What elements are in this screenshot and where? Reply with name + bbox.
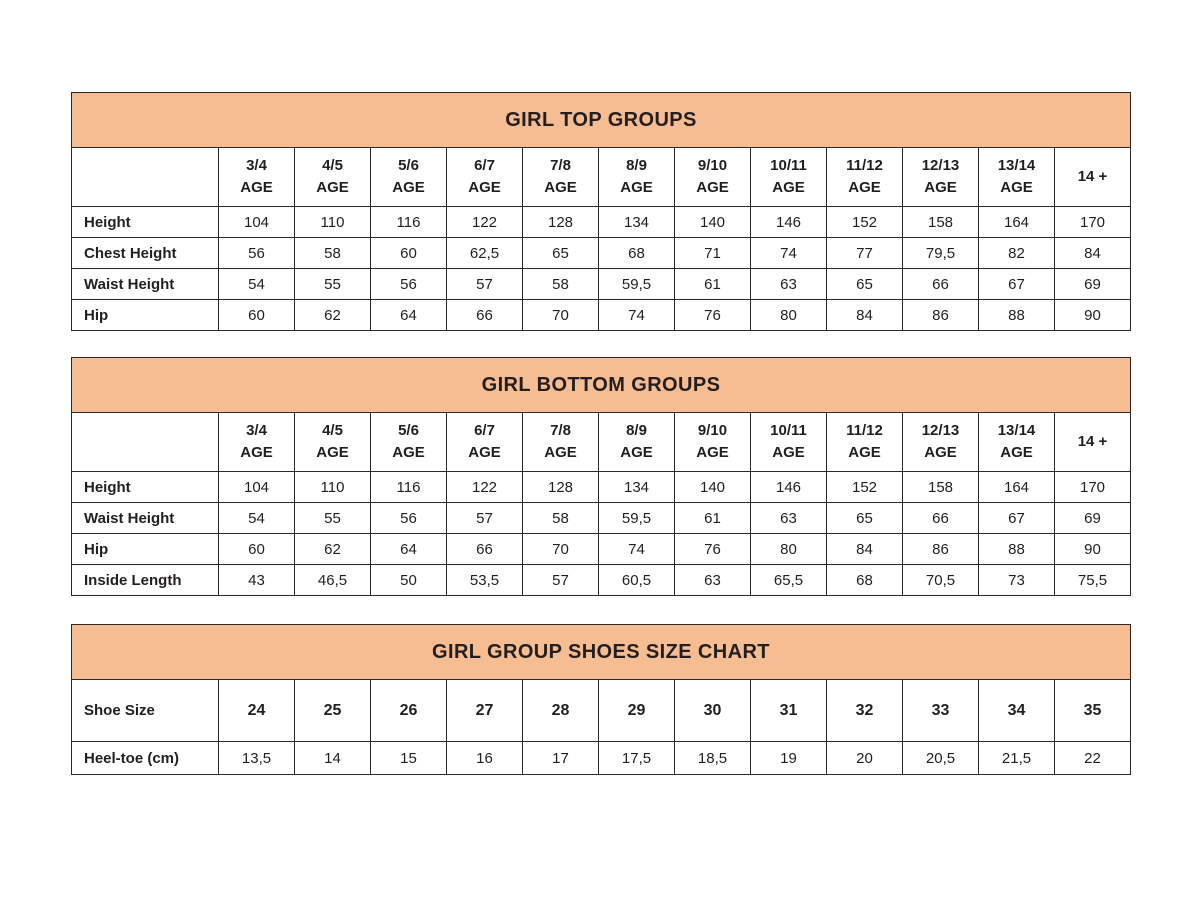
value-cell: 30 <box>675 680 751 742</box>
value-cell: 84 <box>1055 238 1131 269</box>
value-cell: 75,5 <box>1055 565 1131 596</box>
value-cell: 104 <box>219 207 295 238</box>
value-cell: 116 <box>371 472 447 503</box>
value-cell: 58 <box>523 503 599 534</box>
value-cell: 61 <box>675 503 751 534</box>
value-cell: 64 <box>371 534 447 565</box>
table-row <box>72 534 1131 565</box>
table-row <box>72 503 1131 534</box>
value-cell: 90 <box>1055 300 1131 331</box>
value-cell: 27 <box>447 680 523 742</box>
girl-top-groups-grid <box>71 92 1131 331</box>
value-cell: 69 <box>1055 269 1131 300</box>
value-cell: 20,5 <box>903 742 979 775</box>
value-cell: 146 <box>751 207 827 238</box>
value-cell: 90 <box>1055 534 1131 565</box>
value-cell: 20 <box>827 742 903 775</box>
table-row <box>72 300 1131 331</box>
title-row <box>72 625 1131 680</box>
row-label: Heel-toe (cm) <box>72 742 219 775</box>
girl-bottom-groups-grid <box>71 357 1131 596</box>
value-cell: 74 <box>599 300 675 331</box>
value-cell: 28 <box>523 680 599 742</box>
value-cell: 56 <box>219 238 295 269</box>
row-label: Shoe Size <box>72 680 219 742</box>
row-label: Chest Height <box>72 238 219 269</box>
table-row <box>72 207 1131 238</box>
value-cell: 59,5 <box>599 503 675 534</box>
value-cell: 152 <box>827 207 903 238</box>
value-cell: 79,5 <box>903 238 979 269</box>
value-cell: 134 <box>599 207 675 238</box>
value-cell: 32 <box>827 680 903 742</box>
value-cell: 122 <box>447 207 523 238</box>
value-cell: 34 <box>979 680 1055 742</box>
value-cell: 74 <box>599 534 675 565</box>
age-column-header: 3/4 AGE <box>219 413 295 472</box>
value-cell: 74 <box>751 238 827 269</box>
value-cell: 65 <box>827 269 903 300</box>
value-cell: 116 <box>371 207 447 238</box>
value-cell: 66 <box>903 269 979 300</box>
age-column-header: 5/6 AGE <box>371 148 447 207</box>
value-cell: 76 <box>675 534 751 565</box>
value-cell: 70,5 <box>903 565 979 596</box>
value-cell: 59,5 <box>599 269 675 300</box>
value-cell: 26 <box>371 680 447 742</box>
value-cell: 60 <box>219 300 295 331</box>
value-cell: 35 <box>1055 680 1131 742</box>
value-cell: 22 <box>1055 742 1131 775</box>
value-cell: 122 <box>447 472 523 503</box>
value-cell: 15 <box>371 742 447 775</box>
age-column-header: 5/6 AGE <box>371 413 447 472</box>
girl-top-groups-table <box>71 92 1131 331</box>
value-cell: 62 <box>295 300 371 331</box>
value-cell: 16 <box>447 742 523 775</box>
row-label: Height <box>72 207 219 238</box>
value-cell: 29 <box>599 680 675 742</box>
value-cell: 54 <box>219 269 295 300</box>
value-cell: 54 <box>219 503 295 534</box>
value-cell: 158 <box>903 472 979 503</box>
value-cell: 62,5 <box>447 238 523 269</box>
table-title: GIRL TOP GROUPS <box>72 93 1131 148</box>
value-cell: 60,5 <box>599 565 675 596</box>
value-cell: 65 <box>827 503 903 534</box>
girl-shoes-size-chart-table <box>71 624 1131 775</box>
age-column-header: 13/14 AGE <box>979 148 1055 207</box>
value-cell: 80 <box>751 534 827 565</box>
value-cell: 140 <box>675 472 751 503</box>
age-column-header: 13/14 AGE <box>979 413 1055 472</box>
row-label: Waist Height <box>72 269 219 300</box>
value-cell: 82 <box>979 238 1055 269</box>
value-cell: 86 <box>903 300 979 331</box>
corner-cell <box>72 413 219 472</box>
value-cell: 88 <box>979 300 1055 331</box>
value-cell: 17 <box>523 742 599 775</box>
age-column-header: 3/4 AGE <box>219 148 295 207</box>
age-column-header: 11/12 AGE <box>827 413 903 472</box>
value-cell: 86 <box>903 534 979 565</box>
value-cell: 164 <box>979 207 1055 238</box>
age-column-header: 4/5 AGE <box>295 413 371 472</box>
row-label: Waist Height <box>72 503 219 534</box>
girl-shoes-size-grid <box>71 624 1131 775</box>
value-cell: 56 <box>371 269 447 300</box>
value-cell: 84 <box>827 534 903 565</box>
age-column-header: 8/9 AGE <box>599 148 675 207</box>
age-column-header: 12/13 AGE <box>903 413 979 472</box>
value-cell: 69 <box>1055 503 1131 534</box>
value-cell: 57 <box>523 565 599 596</box>
value-cell: 164 <box>979 472 1055 503</box>
age-column-header: 6/7 AGE <box>447 413 523 472</box>
value-cell: 25 <box>295 680 371 742</box>
value-cell: 67 <box>979 269 1055 300</box>
age-header-row <box>72 148 1131 207</box>
value-cell: 84 <box>827 300 903 331</box>
value-cell: 58 <box>523 269 599 300</box>
value-cell: 60 <box>371 238 447 269</box>
value-cell: 50 <box>371 565 447 596</box>
age-column-header: 4/5 AGE <box>295 148 371 207</box>
table-title: GIRL GROUP SHOES SIZE CHART <box>72 625 1131 680</box>
value-cell: 152 <box>827 472 903 503</box>
value-cell: 128 <box>523 207 599 238</box>
value-cell: 19 <box>751 742 827 775</box>
value-cell: 70 <box>523 534 599 565</box>
age-column-header: 6/7 AGE <box>447 148 523 207</box>
value-cell: 66 <box>447 534 523 565</box>
value-cell: 70 <box>523 300 599 331</box>
value-cell: 77 <box>827 238 903 269</box>
value-cell: 13,5 <box>219 742 295 775</box>
title-row <box>72 93 1131 148</box>
value-cell: 46,5 <box>295 565 371 596</box>
value-cell: 24 <box>219 680 295 742</box>
value-cell: 63 <box>751 503 827 534</box>
value-cell: 31 <box>751 680 827 742</box>
value-cell: 56 <box>371 503 447 534</box>
value-cell: 170 <box>1055 207 1131 238</box>
value-cell: 80 <box>751 300 827 331</box>
value-cell: 60 <box>219 534 295 565</box>
table-row <box>72 742 1131 775</box>
value-cell: 33 <box>903 680 979 742</box>
row-label: Hip <box>72 300 219 331</box>
value-cell: 68 <box>827 565 903 596</box>
value-cell: 55 <box>295 503 371 534</box>
corner-cell <box>72 148 219 207</box>
value-cell: 65 <box>523 238 599 269</box>
value-cell: 146 <box>751 472 827 503</box>
row-label: Height <box>72 472 219 503</box>
value-cell: 67 <box>979 503 1055 534</box>
table-row <box>72 238 1131 269</box>
value-cell: 55 <box>295 269 371 300</box>
value-cell: 88 <box>979 534 1055 565</box>
row-label: Hip <box>72 534 219 565</box>
tables-container <box>71 92 1131 775</box>
age-column-header: 9/10 AGE <box>675 413 751 472</box>
value-cell: 53,5 <box>447 565 523 596</box>
value-cell: 140 <box>675 207 751 238</box>
value-cell: 71 <box>675 238 751 269</box>
value-cell: 73 <box>979 565 1055 596</box>
age-column-header: 10/11 AGE <box>751 413 827 472</box>
value-cell: 65,5 <box>751 565 827 596</box>
age-column-header: 14 + <box>1055 413 1131 472</box>
value-cell: 61 <box>675 269 751 300</box>
age-column-header: 9/10 AGE <box>675 148 751 207</box>
table-row <box>72 472 1131 503</box>
value-cell: 66 <box>903 503 979 534</box>
table-row <box>72 680 1131 742</box>
value-cell: 57 <box>447 269 523 300</box>
value-cell: 170 <box>1055 472 1131 503</box>
age-column-header: 11/12 AGE <box>827 148 903 207</box>
age-column-header: 7/8 AGE <box>523 413 599 472</box>
value-cell: 58 <box>295 238 371 269</box>
row-label: Inside Length <box>72 565 219 596</box>
value-cell: 62 <box>295 534 371 565</box>
value-cell: 63 <box>675 565 751 596</box>
value-cell: 68 <box>599 238 675 269</box>
table-title: GIRL BOTTOM GROUPS <box>72 358 1131 413</box>
age-column-header: 12/13 AGE <box>903 148 979 207</box>
age-column-header: 8/9 AGE <box>599 413 675 472</box>
age-column-header: 10/11 AGE <box>751 148 827 207</box>
value-cell: 110 <box>295 472 371 503</box>
value-cell: 66 <box>447 300 523 331</box>
value-cell: 63 <box>751 269 827 300</box>
age-header-row <box>72 413 1131 472</box>
value-cell: 18,5 <box>675 742 751 775</box>
title-row <box>72 358 1131 413</box>
value-cell: 134 <box>599 472 675 503</box>
value-cell: 17,5 <box>599 742 675 775</box>
table-row <box>72 269 1131 300</box>
age-column-header: 14 + <box>1055 148 1131 207</box>
value-cell: 57 <box>447 503 523 534</box>
table-row <box>72 565 1131 596</box>
value-cell: 110 <box>295 207 371 238</box>
value-cell: 104 <box>219 472 295 503</box>
age-column-header: 7/8 AGE <box>523 148 599 207</box>
value-cell: 158 <box>903 207 979 238</box>
value-cell: 128 <box>523 472 599 503</box>
value-cell: 43 <box>219 565 295 596</box>
value-cell: 76 <box>675 300 751 331</box>
value-cell: 64 <box>371 300 447 331</box>
girl-bottom-groups-table <box>71 357 1131 596</box>
value-cell: 21,5 <box>979 742 1055 775</box>
value-cell: 14 <box>295 742 371 775</box>
